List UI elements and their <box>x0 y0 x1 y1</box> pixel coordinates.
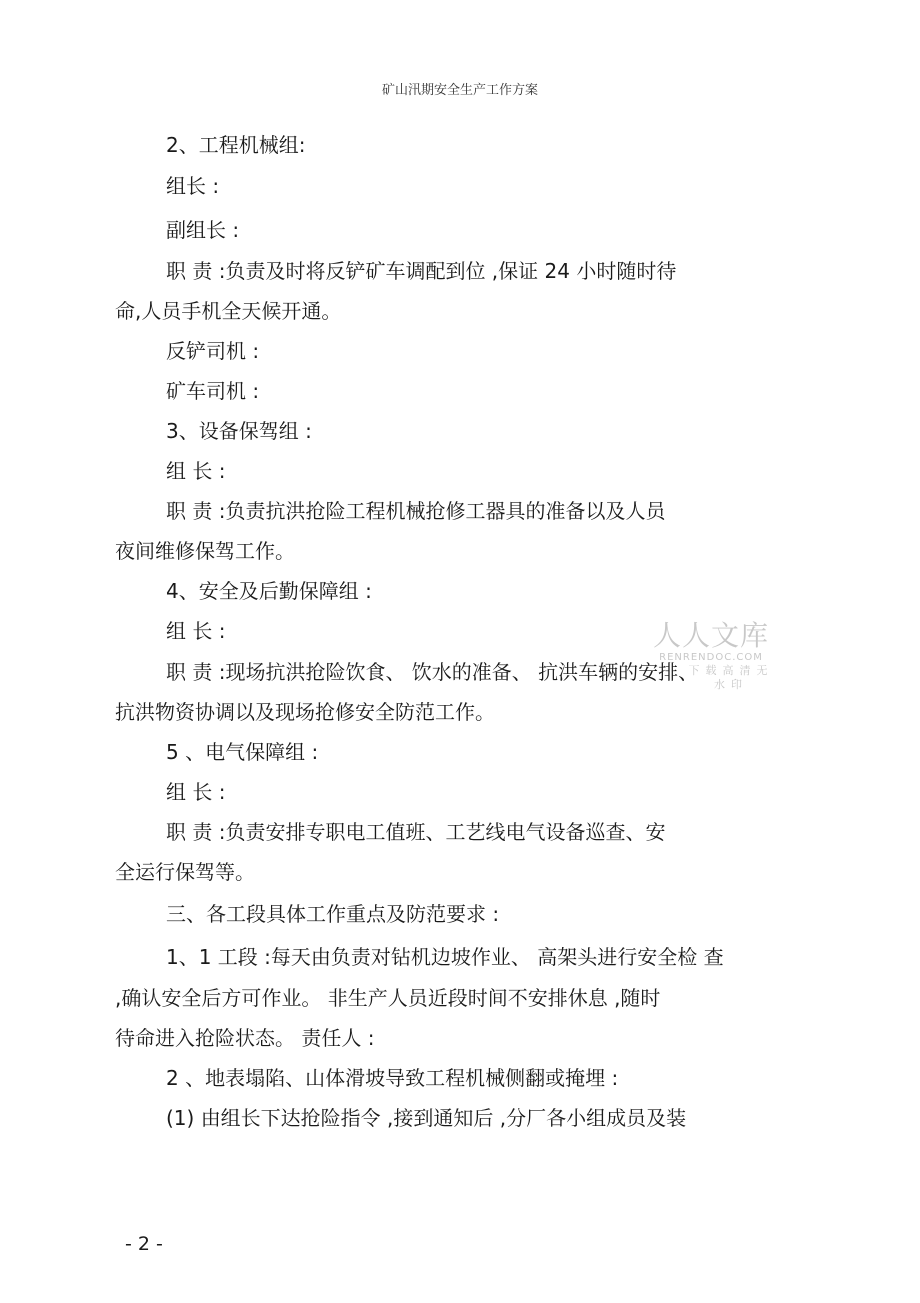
page-number: - 2 - <box>125 1233 163 1255</box>
text-line: 命,人员手机全天候开通。 <box>115 299 342 323</box>
text-line: 组长 : <box>166 174 220 198</box>
section-heading-requirements: 三、各工段具体工作重点及防范要求 : <box>166 902 500 926</box>
text-line: 矿车司机 : <box>166 379 260 403</box>
text-line: 夜间维修保驾工作。 <box>115 539 295 563</box>
text-line: 职 责 :负责抗洪抢险工程机械抢修工器具的准备以及人员 <box>166 499 666 523</box>
text-line: ,确认安全后方可作业。 非生产人员近段时间不安排休息 ,随时 <box>115 986 661 1010</box>
watermark <box>646 620 776 692</box>
text-line: 职 责 :负责及时将反铲矿车调配到位 ,保证 24 小时随时待 <box>166 259 677 283</box>
text-line: 副组长 : <box>166 218 240 242</box>
text-line: 职 责 :负责安排专职电工值班、工艺线电气设备巡查、安 <box>166 820 666 844</box>
text-line: 反铲司机 : <box>166 339 260 363</box>
watermark-title: 人人文库 <box>652 619 769 652</box>
text-line: 组 长 : <box>166 780 226 804</box>
section-heading-equipment-group: 3、设备保驾组 : <box>166 419 312 443</box>
watermark-subtitle: 下载高清无水印 <box>688 664 774 691</box>
text-line: 1、1 工段 :每天由负责对钻机边坡作业、 高架头进行安全检 查 <box>166 945 724 969</box>
text-line: 职 责 :现场抗洪抢险饮食、 饮水的准备、 抗洪车辆的安排、 <box>166 660 699 684</box>
text-line: 待命进入抢险状态。 责任人 : <box>115 1026 375 1050</box>
text-line: 组 长 : <box>166 619 226 643</box>
text-line: 抗洪物资协调以及现场抢修安全防范工作。 <box>115 700 495 724</box>
text-line: 全运行保驾等。 <box>115 860 255 884</box>
section-heading-machinery-group: 2、工程机械组: <box>166 133 306 157</box>
text-line: 组 长 : <box>166 459 226 483</box>
section-heading-electrical-group: 5 、电气保障组 : <box>166 740 319 764</box>
page-header-title: 矿山汛期安全生产工作方案 <box>381 83 538 98</box>
text-line: (1) 由组长下达抢险指令 ,接到通知后 ,分厂各小组成员及装 <box>166 1106 687 1130</box>
watermark-site: RENRENDOC.COM <box>659 652 763 663</box>
text-line: 2 、地表塌陷、山体滑坡导致工程机械侧翻或掩埋 : <box>166 1066 619 1090</box>
section-heading-logistics-group: 4、安全及后勤保障组 : <box>166 579 372 603</box>
